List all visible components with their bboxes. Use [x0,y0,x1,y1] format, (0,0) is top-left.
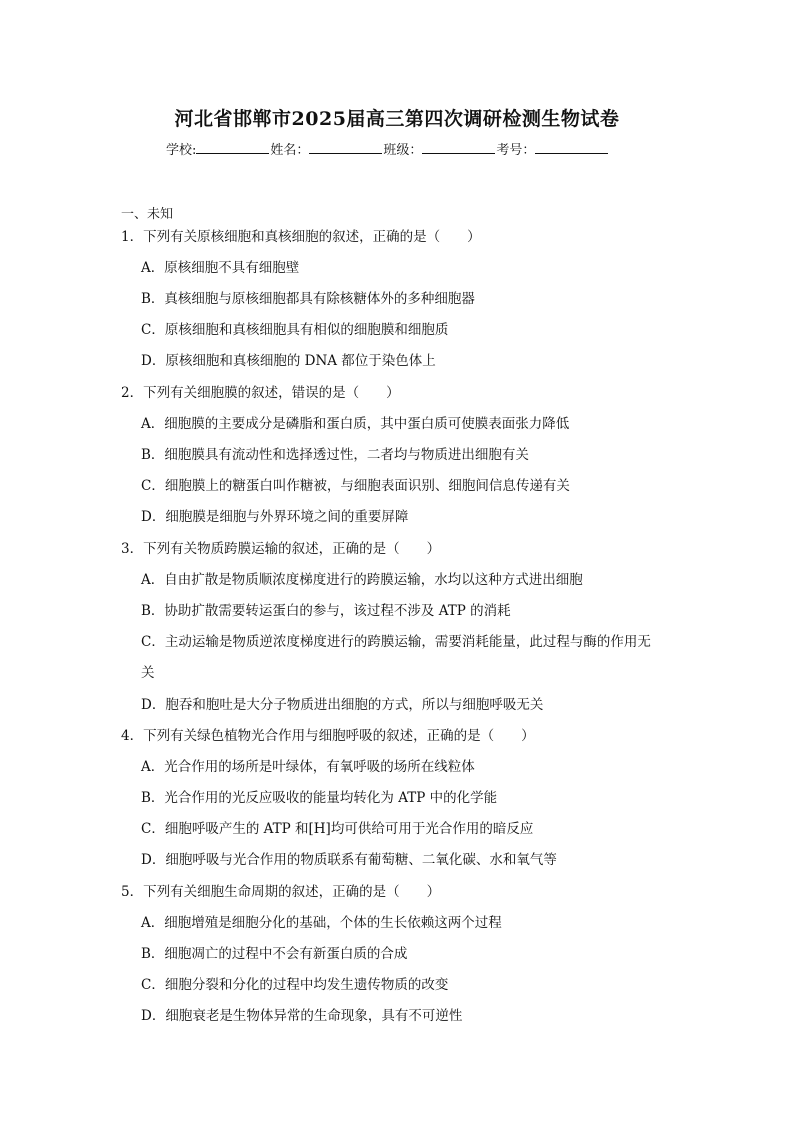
question-2-option-d[interactable]: D．细胞膜是细胞与外界环境之间的重要屏障 [141,509,409,525]
question-2-option-c[interactable]: C．细胞膜上的糖蛋白叫作糖被，与细胞表面识别、细胞间信息传递有关 [141,478,570,494]
question-1-stem: 1．下列有关原核细胞和真核细胞的叙述，正确的是（ ） [121,229,481,245]
school-blank[interactable] [196,141,269,154]
question-2-option-a[interactable]: A．细胞膜的主要成分是磷脂和蛋白质，其中蛋白质可使膜表面张力降低 [141,416,570,432]
question-1-option-c[interactable]: C．原核细胞和真核细胞具有相似的细胞膜和细胞质 [141,322,449,338]
question-5-option-c[interactable]: C．细胞分裂和分化的过程中均发生遗传物质的改变 [141,977,449,993]
class-blank[interactable] [422,141,495,154]
exam-title: 河北省邯郸市2025届高三第四次调研检测生物试卷 [174,108,620,130]
school-label: 学校: [166,143,197,158]
question-5-option-a[interactable]: A．细胞增殖是细胞分化的基础，个体的生长依赖这两个过程 [141,915,502,931]
question-1-option-b[interactable]: B．真核细胞与原核细胞都具有除核糖体外的多种细胞器 [141,291,475,307]
question-4-option-c[interactable]: C．细胞呼吸产生的 ATP 和[H]均可供给可用于光合作用的暗反应 [141,821,534,837]
question-3-option-a[interactable]: A．自由扩散是物质顺浓度梯度进行的跨膜运输，水均以这种方式进出细胞 [141,572,583,588]
section-heading: 一、未知 [121,207,174,222]
question-2-option-b[interactable]: B．细胞膜具有流动性和选择透过性，二者均与物质进出细胞有关 [141,447,529,463]
question-4-option-d[interactable]: D．细胞呼吸与光合作用的物质联系有葡萄糖、二氧化碳、水和氧气等 [141,852,557,868]
name-label: 姓名： [270,143,310,158]
question-3-option-c[interactable]: C．主动运输是物质逆浓度梯度进行的跨膜运输，需要消耗能量，此过程与酶的作用无 [141,634,651,650]
question-3-stem: 3．下列有关物质跨膜运输的叙述，正确的是（ ） [121,541,441,557]
question-4-option-b[interactable]: B．光合作用的光反应吸收的能量均转化为 ATP 中的化学能 [141,790,498,806]
question-4-stem: 4．下列有关绿色植物光合作用与细胞呼吸的叙述，正确的是（ ） [121,728,535,744]
question-5-stem: 5．下列有关细胞生命周期的叙述，正确的是（ ） [121,884,441,900]
class-label: 班级： [383,143,423,158]
student-info-line [166,139,609,158]
question-5-option-d[interactable]: D．细胞衰老是生物体异常的生命现象，具有不可逆性 [141,1008,463,1024]
name-blank[interactable] [309,141,382,154]
number-blank[interactable] [535,141,608,154]
number-label: 考号： [496,143,536,158]
question-3-option-c-continuation: 关 [141,665,155,681]
question-1-option-a[interactable]: A．原核细胞不具有细胞壁 [141,260,300,276]
question-3-option-d[interactable]: D．胞吞和胞吐是大分子物质进出细胞的方式，所以与细胞呼吸无关 [141,697,544,713]
question-2-stem: 2．下列有关细胞膜的叙述，错误的是（ ） [121,385,400,401]
question-3-option-b[interactable]: B．协助扩散需要转运蛋白的参与，该过程不涉及 ATP 的消耗 [141,603,511,619]
question-1-option-d[interactable]: D．原核细胞和真核细胞的 DNA 都位于染色体上 [141,353,436,369]
question-4-option-a[interactable]: A．光合作用的场所是叶绿体，有氧呼吸的场所在线粒体 [141,759,475,775]
question-5-option-b[interactable]: B．细胞凋亡的过程中不会有新蛋白质的合成 [141,946,408,962]
